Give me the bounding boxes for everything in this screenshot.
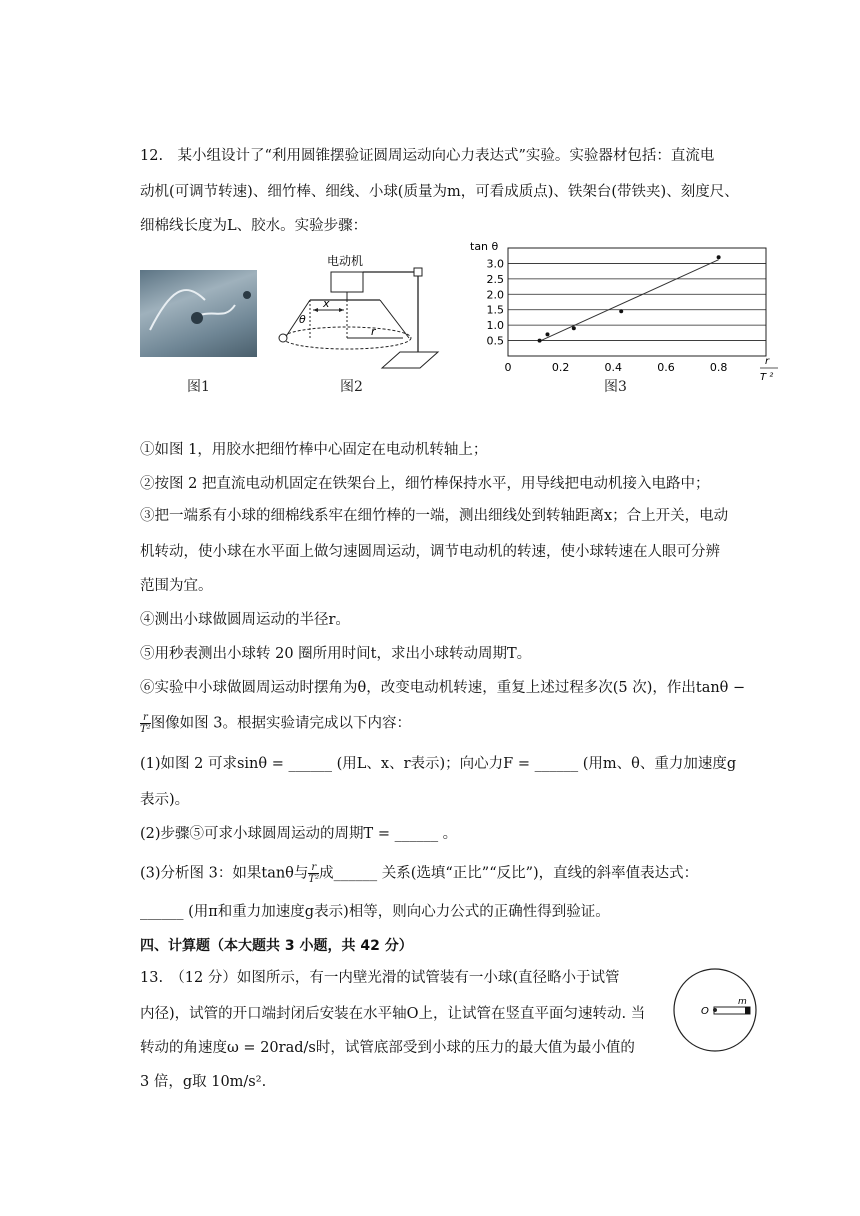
step-3-line-3: 范围为宜。: [140, 578, 213, 594]
chart-y-tick-label: 1.5: [486, 303, 504, 317]
q13-tube-figure: [670, 966, 760, 1056]
chart-data-point: [619, 309, 623, 313]
chart-y-tick-label: 1.0: [486, 319, 504, 333]
figure-1-photo: [140, 270, 257, 357]
step-2: ②按图 2 把直流电动机固定在铁架台上，细竹棒保持水平，用导线把电动机接入电路中；: [140, 476, 710, 492]
step-3-line-1: ③把一端系有小球的细棉线系牢在细竹棒的一端，测出细线处到转轴距离x；合上开关，电动: [140, 508, 729, 524]
figure-2-label: 图2: [340, 379, 363, 395]
figure-3-chart: [460, 236, 790, 396]
chart-frame: [508, 248, 766, 356]
chart-y-axis-label: tan θ: [470, 240, 499, 253]
x-label: x: [323, 297, 330, 310]
q13-line-2: 内径)，试管的开口端封闭后安装在水平轴O上，让试管在竖直平面匀速转动. 当: [140, 1006, 646, 1022]
q13-axis-o-label: O: [701, 1006, 709, 1017]
q13-mass-m-label: m: [738, 997, 747, 1007]
theta-label: θ: [299, 313, 306, 326]
chart-x-label-den: T ²: [760, 372, 774, 383]
q12-line-2: 动机(可调节转速)、细竹棒、细线、小球(质量为m，可看成质点)、铁架台(带铁夹)、刻度尺、: [140, 184, 739, 200]
chart-data-point: [717, 255, 721, 259]
figure-2-diagram: [275, 250, 450, 380]
figure-1-label: 图1: [187, 379, 210, 395]
r-over-t2-fraction: $\frac{r}{\text{T²}}$: [308, 862, 320, 885]
chart-fit-line: [540, 260, 719, 341]
chart-y-tick-label: 2.5: [486, 272, 504, 286]
question-3-line-1: (3)分析图 3：如果tanθ与 $\frac{r}{\text{T²}}$ 成______ 关系(选填“正比”“反比”)，直线的斜率值表达式：: [140, 862, 699, 885]
chart-y-tick-label: 2.0: [486, 288, 504, 302]
chart-x-label-num: r: [765, 356, 770, 367]
q13-line-3: 转动的角速度ω = 20rad/s时，试管底部受到小球的压力的最大值为最小值的: [140, 1040, 635, 1056]
q12-line-3: 细棉线长度为L、胶水。实验步骤：: [140, 218, 368, 234]
question-3-line-2: ______ (用π和重力加速度g表示)相等，则向心力公式的正确性得到验证。: [140, 904, 610, 920]
section-4-heading: 四、计算题（本大题共 3 小题，共 42 分）: [140, 938, 413, 954]
chart-x-tick-label: 0.2: [551, 361, 570, 374]
question-1-line-1: (1)如图 2 可求sinθ = ______ (用L、x、r表示)；向心力F = ______ (用m、θ、重力加速度g: [140, 756, 737, 772]
question-2: (2)步骤⑤可求小球圆周运动的周期T = ______ 。: [140, 826, 458, 842]
chart-data-point: [572, 326, 576, 330]
step-3-line-2: 机转动，使小球在水平面上做匀速圆周运动，调节电动机的转速，使小球转速在人眼可分辨: [140, 544, 720, 560]
chart-y-tick-label: 0.5: [486, 334, 504, 348]
chart-y-tick-label: 3.0: [486, 257, 504, 271]
chart-data-point: [538, 339, 542, 343]
q13-line-1: 13. （12 分）如图所示，有一内壁光滑的试管装有一小球(直径略小于试管: [140, 970, 620, 986]
chart-data-point: [545, 332, 549, 336]
step-6-line-2: $\frac{r}{\text{T²}}$ 图像如图 3。根据实验请完成以下内容：: [140, 712, 412, 735]
q13-line-4: 3 倍，g取 10m/s².: [140, 1074, 267, 1090]
step-1: ①如图 1，用胶水把细竹棒中心固定在电动机转轴上；: [140, 442, 488, 458]
step-4: ④测出小球做圆周运动的半径r。: [140, 612, 350, 628]
chart-x-tick-label: 0.8: [709, 361, 728, 374]
question-1-line-2: 表示)。: [140, 792, 190, 808]
motor-label: 电动机: [327, 254, 364, 268]
q12-line-1: 12. 某小组设计了“利用圆锥摆验证圆周运动向心力表达式”实验。实验器材包括：直流电: [140, 148, 715, 164]
chart-x-tick-label: 0.4: [604, 361, 623, 374]
motor-box: [331, 272, 363, 292]
r-label: r: [371, 325, 376, 338]
chart-x-tick-label: 0.6: [657, 361, 675, 374]
r-over-t2-fraction: $\frac{r}{\text{T²}}$: [140, 712, 151, 735]
figure-3-label: 图3: [604, 379, 627, 395]
chart-x-tick-label: 0: [504, 361, 512, 374]
step-6-line-1: ⑥实验中小球做圆周运动时摆角为θ，改变电动机转速，重复上述过程多次(5 次)，作出tanθ −: [140, 680, 746, 696]
step-5: ⑤用秒表测出小球转 20 圈所用时间t，求出小球转动周期T。: [140, 646, 532, 662]
